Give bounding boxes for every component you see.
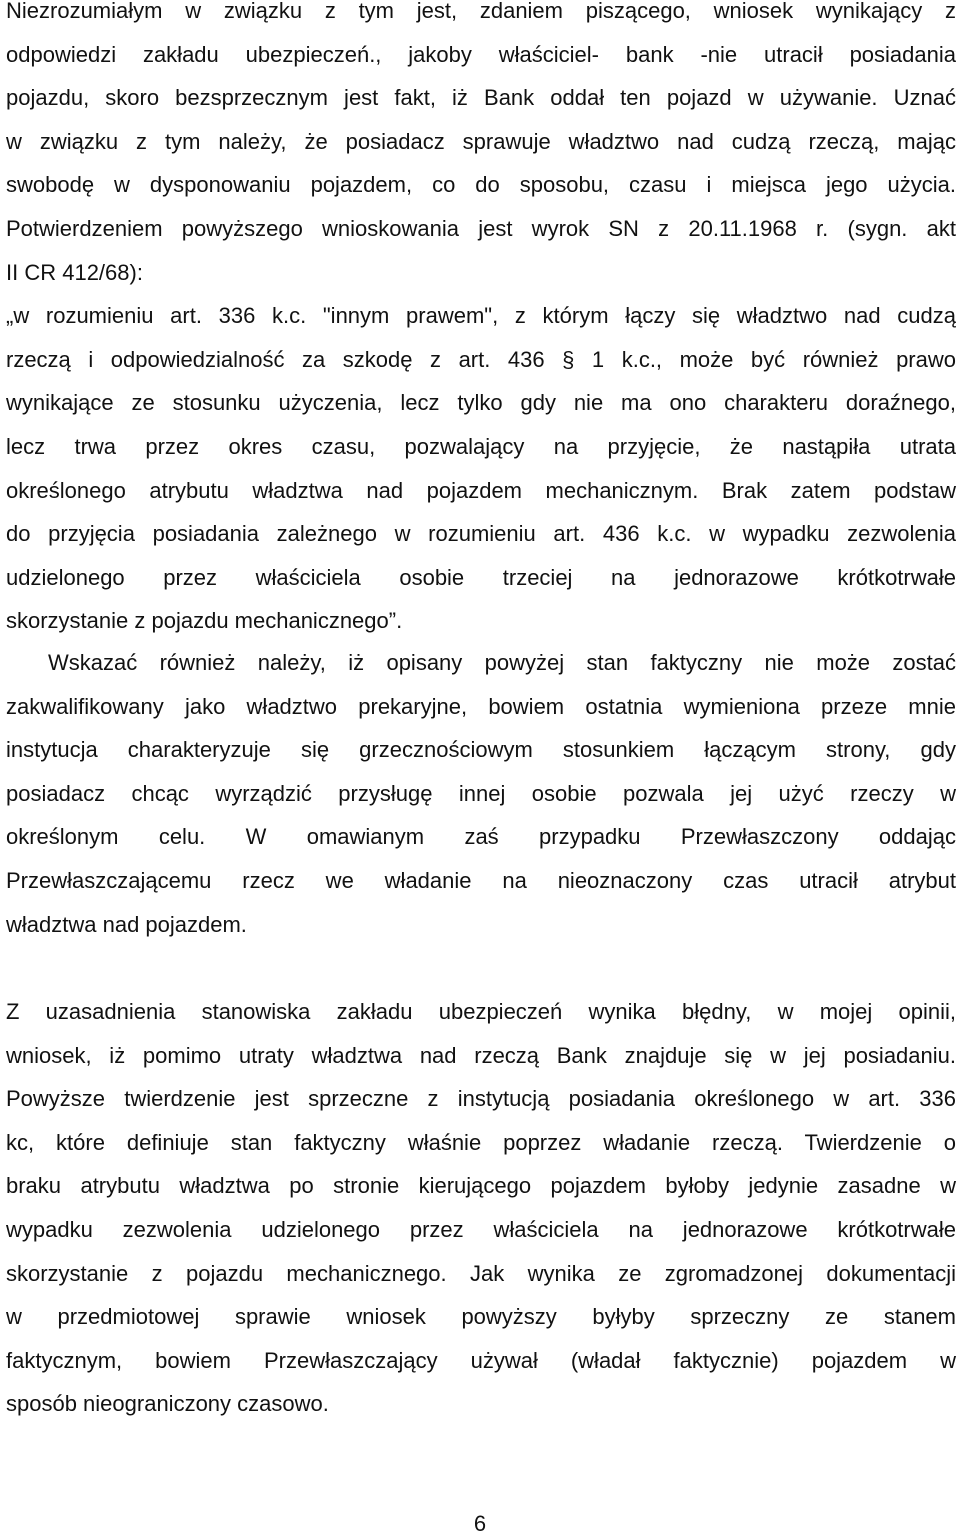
text-line: posiadacz chcąc wyrządzić przysługę innej osobie pozwala jej użyć rzeczy w <box>6 780 956 806</box>
quote-line: udzielonego przez właściciela osobie trzeciej na jednorazowe krótkotrwałe <box>6 564 956 590</box>
text-line: pojazdu, skoro bezsprzecznym jest fakt, iż Bank oddał ten pojazd w używanie. Uznać <box>6 85 956 111</box>
text-line: Powyższe twierdzenie jest sprzeczne z instytucją posiadania określonego w art. 336 <box>6 1086 956 1112</box>
text-line: II CR 412/68): <box>6 259 143 285</box>
text-line: Przewłaszczającemu rzecz we władanie na nieoznaczony czas utracił atrybut <box>6 867 956 893</box>
paragraph-precarium <box>6 641 956 946</box>
text-line: skorzystanie z pojazdu mechanicznego. Jak wynika ze zgromadzonej dokumentacji <box>6 1260 956 1286</box>
text-line: odpowiedzi zakładu ubezpieczeń., jakoby właściciel- bank -nie utracił posiadania <box>6 41 956 67</box>
text-line: Niezrozumiałym w związku z tym jest, zdaniem piszącego, wniosek wynikający z <box>6 0 956 23</box>
text-line: zakwalifikowany jako władztwo prekaryjne, bowiem ostatnia wymieniona przeze mnie <box>6 693 956 719</box>
text-line: w przedmiotowej sprawie wniosek powyższy byłyby sprzeczny ze stanem <box>6 1304 956 1330</box>
text-line: Z uzasadnienia stanowiska zakładu ubezpieczeń wynika błędny, w mojej opinii, <box>6 999 956 1024</box>
text-line: wniosek, iż pomimo utraty władztwa nad rzeczą Bank znajduje się w jej posiadaniu. <box>6 1042 956 1068</box>
text-line: Potwierdzeniem powyższego wnioskowania jest wyrok SN z 20.11.1968 r. (sygn. akt <box>6 215 956 241</box>
paragraph-insurer-conclusion <box>6 0 956 643</box>
quote-line: „w rozumieniu art. 336 k.c. "innym prawem", z którym łączy się władztwo nad cudzą <box>6 303 956 329</box>
text-line: władztwa nad pojazdem. <box>6 911 247 937</box>
page-number: 6 <box>473 1511 487 1536</box>
text-line: kc, które definiuje stan faktyczny właśnie poprzez władanie rzeczą. Twierdzenie o <box>6 1129 956 1155</box>
quote-line: wynikające ze stosunku użyczenia, lecz tylko gdy nie ma ono charakteru doraźnego, <box>6 390 956 416</box>
text-line: w związku z tym należy, że posiadacz sprawuje władztwo nad cudzą rzeczą, mając <box>6 128 956 154</box>
text-line: Wskazać również należy, iż opisany powyżej stan faktyczny nie może zostać <box>48 650 956 675</box>
text-line: wypadku zezwolenia udzielonego przez właściciela na jednorazowe krótkotrwałe <box>6 1216 956 1242</box>
text-line: braku atrybutu władztwa po stronie kierującego pojazdem byłoby jedynie zasadne w <box>6 1173 956 1199</box>
quote-line: do przyjęcia posiadania zależnego w rozumieniu art. 436 k.c. w wypadku zezwolenia <box>6 521 956 547</box>
quote-line: rzeczą i odpowiedzialność za szkodę z art. 436 § 1 k.c., może być również prawo <box>6 346 956 372</box>
text-line: swobodę w dysponowaniu pojazdem, co do sposobu, czasu i miejsca jego użycia. <box>6 172 956 198</box>
text-line: określonym celu. W omawianym zaś przypadku Przewłaszczony oddając <box>6 824 956 850</box>
text-line: sposób nieograniczony czasowo. <box>6 1391 329 1417</box>
paragraph-possession-argument <box>6 990 956 1426</box>
text-line: instytucja charakteryzuje się grzecznościowym stosunkiem łączącym strony, gdy <box>6 737 956 763</box>
quote-line: skorzystanie z pojazdu mechanicznego”. <box>6 608 403 634</box>
quote-line: lecz trwa przez okres czasu, pozwalający na przyjęcie, że nastąpiła utrata <box>6 433 956 459</box>
text-line: faktycznym, bowiem Przewłaszczający używał (władał faktycznie) pojazdem w <box>6 1347 956 1373</box>
quote-line: określonego atrybutu władztwa nad pojazdem mechanicznym. Brak zatem podstaw <box>6 477 956 503</box>
